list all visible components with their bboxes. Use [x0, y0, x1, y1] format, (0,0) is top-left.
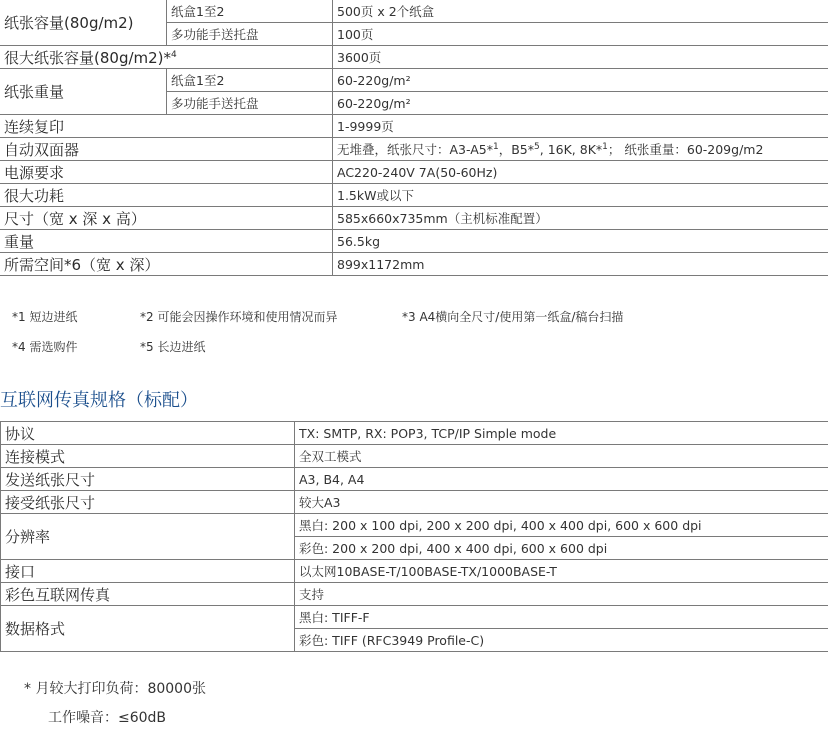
row-label: 连续复印: [0, 115, 333, 138]
row-label: 协议: [1, 422, 295, 445]
row-label: 发送纸张尺寸: [1, 468, 295, 491]
table-row: [0, 115, 828, 138]
section-title: 互联网传真规格（标配）: [0, 390, 198, 411]
table-row: [0, 46, 828, 69]
table-row: [0, 230, 828, 253]
table-row: [0, 138, 828, 161]
spec-table: [0, 0, 828, 276]
row-value: [333, 138, 828, 161]
row-value: 60-220g/m²: [333, 92, 828, 115]
row-value: 1.5kW或以下: [333, 184, 828, 207]
row-value: 3600页: [333, 46, 828, 69]
table-row: [1, 445, 828, 468]
row-label: 纸张容量(80g/m2): [0, 0, 167, 46]
table-row: [0, 207, 828, 230]
row-value: 60-220g/m²: [333, 69, 828, 92]
row-value: 支持: [295, 583, 828, 606]
row-value: 500页 x 2个纸盒: [333, 0, 828, 23]
row-value: 彩色: TIFF (RFC3949 Profile-C): [295, 629, 828, 652]
row-label: 很大功耗: [0, 184, 333, 207]
table-row: [0, 69, 828, 92]
row-value: 彩色: 200 x 200 dpi, 400 x 400 dpi, 600 x 600 dpi: [295, 537, 828, 560]
table-row: [0, 253, 828, 276]
row-label: 分辨率: [1, 514, 295, 560]
note-line: 工作噪音：≤60dB: [48, 710, 167, 726]
row-label-text: 很大纸张容量(80g/m2)*: [4, 48, 172, 67]
row-label: 彩色互联网传真: [1, 583, 295, 606]
table-row: [1, 514, 828, 537]
row-label: 自动双面器: [0, 138, 333, 161]
table-row: [1, 606, 828, 629]
table-row: [0, 161, 828, 184]
table-row: [0, 0, 828, 23]
row-label: 重量: [0, 230, 333, 253]
footnote: *4 需选购件: [12, 340, 78, 354]
row-value: 899x1172mm: [333, 253, 828, 276]
row-label: 所需空间*6（宽 x 深）: [0, 253, 333, 276]
value-part: 无堆叠，纸张尺寸：A3-A5*: [337, 142, 493, 157]
row-sublabel: 多功能手送托盘: [167, 23, 333, 46]
value-part: ，B5*: [498, 142, 535, 157]
footnote-ref: 1: [602, 141, 608, 152]
row-value: 585x660x735mm（主机标准配置）: [333, 207, 828, 230]
row-label: [0, 46, 333, 69]
row-sublabel: 纸盒1至2: [167, 69, 333, 92]
row-label: 纸张重量: [0, 69, 167, 115]
footnote: *1 短边进纸: [12, 310, 78, 324]
row-value: 56.5kg: [333, 230, 828, 253]
value-part: ； 纸张重量：60-209g/m2: [607, 142, 764, 157]
table-row: [1, 583, 828, 606]
footnote-ref: 5: [534, 141, 540, 152]
footnote-ref: 1: [493, 141, 499, 152]
row-value: TX: SMTP, RX: POP3, TCP/IP Simple mode: [295, 422, 828, 445]
row-value: 黑白: 200 x 100 dpi, 200 x 200 dpi, 400 x 400 dpi, 600 x 600 dpi: [295, 514, 828, 537]
row-label: 连接模式: [1, 445, 295, 468]
row-label: 数据格式: [1, 606, 295, 652]
fax-spec-table: [0, 421, 828, 652]
row-label: 尺寸（宽 x 深 x 高）: [0, 207, 333, 230]
row-value: 黑白: TIFF-F: [295, 606, 828, 629]
row-value: 较大A3: [295, 491, 828, 514]
footnote-ref: 4: [171, 49, 177, 60]
row-sublabel: 纸盒1至2: [167, 0, 333, 23]
note-line: * 月较大打印负荷：80000张: [24, 681, 206, 697]
row-value: 100页: [333, 23, 828, 46]
row-value: 以太网10BASE-T/100BASE-TX/1000BASE-T: [295, 560, 828, 583]
table-row: [0, 184, 828, 207]
row-value: A3, B4, A4: [295, 468, 828, 491]
table-row: [1, 468, 828, 491]
footnote: *5 长边进纸: [140, 340, 206, 354]
row-value: 1-9999页: [333, 115, 828, 138]
table-row: [1, 560, 828, 583]
table-row: [1, 422, 828, 445]
table-row: [1, 491, 828, 514]
row-label: 电源要求: [0, 161, 333, 184]
row-label: 接受纸张尺寸: [1, 491, 295, 514]
value-part: , 16K, 8K*: [539, 142, 603, 157]
row-value: AC220-240V 7A(50-60Hz): [333, 161, 828, 184]
row-value: 全双工模式: [295, 445, 828, 468]
footnote: *3 A4横向全尺寸/使用第一纸盒/稿台扫描: [402, 310, 624, 324]
footnote: *2 可能会因操作环境和使用情况而异: [140, 310, 338, 324]
row-label: 接口: [1, 560, 295, 583]
row-sublabel: 多功能手送托盘: [167, 92, 333, 115]
